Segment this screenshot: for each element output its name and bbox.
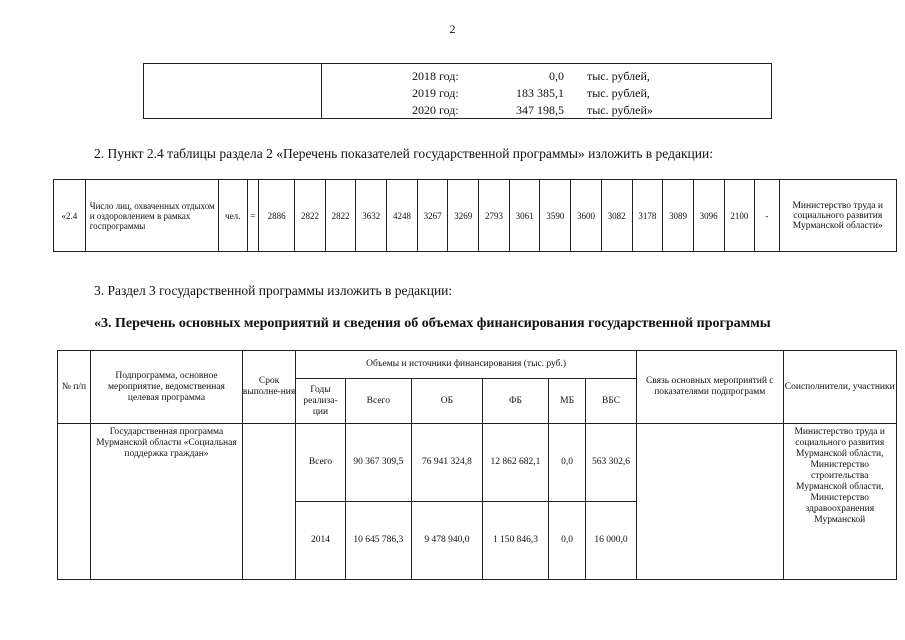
header-coexecutors: Соисполнители, участники [783,351,897,424]
row-num-cell [58,424,91,580]
measures-table [57,350,897,580]
header-years: Годы реализа-ции [296,379,345,424]
indicator-value: 2822 [295,180,326,252]
indicator-value: 3082 [601,180,632,252]
header-vbs: ВБС [586,379,637,424]
financing-year: 2019 год: [412,86,459,100]
header-fb: ФБ [482,379,548,424]
row-total: 10 645 786,3 [345,502,411,580]
fragment-left-cell [144,64,322,119]
paragraph-2: 2. Пункт 2.4 таблицы раздела 2 «Перечень показателей государственной программы» изложить в редакции: [94,146,713,161]
header-volumes: Объемы и источники финансирования (тыс. руб.) [296,351,637,379]
indicator-unit: чел. [218,180,247,252]
table-header-row [58,351,897,379]
row-year: 2014 [296,502,345,580]
financing-year: 2018 год: [412,69,459,83]
header-num: № п/п [58,351,91,424]
indicator-value: 4248 [387,180,418,252]
header-total: Всего [345,379,411,424]
page-number: 2 [449,22,456,36]
header-term: Срок выполне-ния [242,351,295,424]
header-mb: МБ [549,379,586,424]
row-link-cell [636,424,783,580]
indicator-sign: = [247,180,259,252]
indicator-value: 3600 [571,180,602,252]
indicator-value: 2100 [724,180,755,252]
indicator-value: 2793 [479,180,510,252]
financing-amount: 347 198,5 [516,103,564,117]
header-subprogram: Подпрограмма, основное мероприятие, ведомственная целевая программа [91,351,243,424]
table-row [58,424,897,502]
indicator-value: 3096 [693,180,724,252]
indicator-value: 3269 [448,180,479,252]
section-heading: «3. Перечень основных мероприятий и сведения об объемах финансирования государственной программы [94,316,771,331]
indicator-number: «2.4 [54,180,86,252]
row-ob: 9 478 940,0 [411,502,482,580]
indicator-executor: Министерство труда и социального развития Мурманской области» [779,180,897,252]
indicator-dash: - [755,180,779,252]
coexecutors-cell: Министерство труда и социального развития Мурманской области, Министерство строительства Мурманской области, Министерство здравоохранения Мурманской [783,424,897,580]
row-year: Всего [296,424,345,502]
financing-unit: тыс. рублей, [587,86,650,100]
financing-amount: 183 385,1 [516,86,564,100]
row-mb: 0,0 [549,502,586,580]
header-ob: ОБ [411,379,482,424]
financing-year: 2020 год: [412,103,459,117]
row-fb: 1 150 846,3 [482,502,548,580]
indicator-value: 2886 [259,180,295,252]
financing-unit: тыс. рублей» [587,103,653,117]
financing-unit: тыс. рублей, [587,69,650,83]
indicator-value: 3061 [509,180,540,252]
row-vbs: 16 000,0 [586,502,637,580]
indicator-value: 3089 [663,180,694,252]
indicator-value: 2822 [325,180,356,252]
row-ob: 76 941 324,8 [411,424,482,502]
indicator-value: 3590 [540,180,571,252]
row-fb: 12 862 682,1 [482,424,548,502]
indicator-value: 3178 [632,180,663,252]
row-total: 90 367 309,5 [345,424,411,502]
indicator-name: Число лиц, охваченных отдыхом и оздоровлением в рамках госпрограммы [85,180,218,252]
indicator-table [53,179,897,252]
row-mb: 0,0 [549,424,586,502]
header-link: Связь основных мероприятий с показателями подпрограмм [636,351,783,424]
row-term-cell [242,424,295,580]
indicator-value: 3267 [417,180,448,252]
indicator-row [54,180,897,252]
indicator-value: 3632 [356,180,387,252]
row-vbs: 563 302,6 [586,424,637,502]
paragraph-3: 3. Раздел 3 государственной программы изложить в редакции: [94,283,453,298]
financing-amount: 0,0 [549,69,564,83]
program-name: Государственная программа Мурманской области «Социальная поддержка граждан» [91,424,243,580]
